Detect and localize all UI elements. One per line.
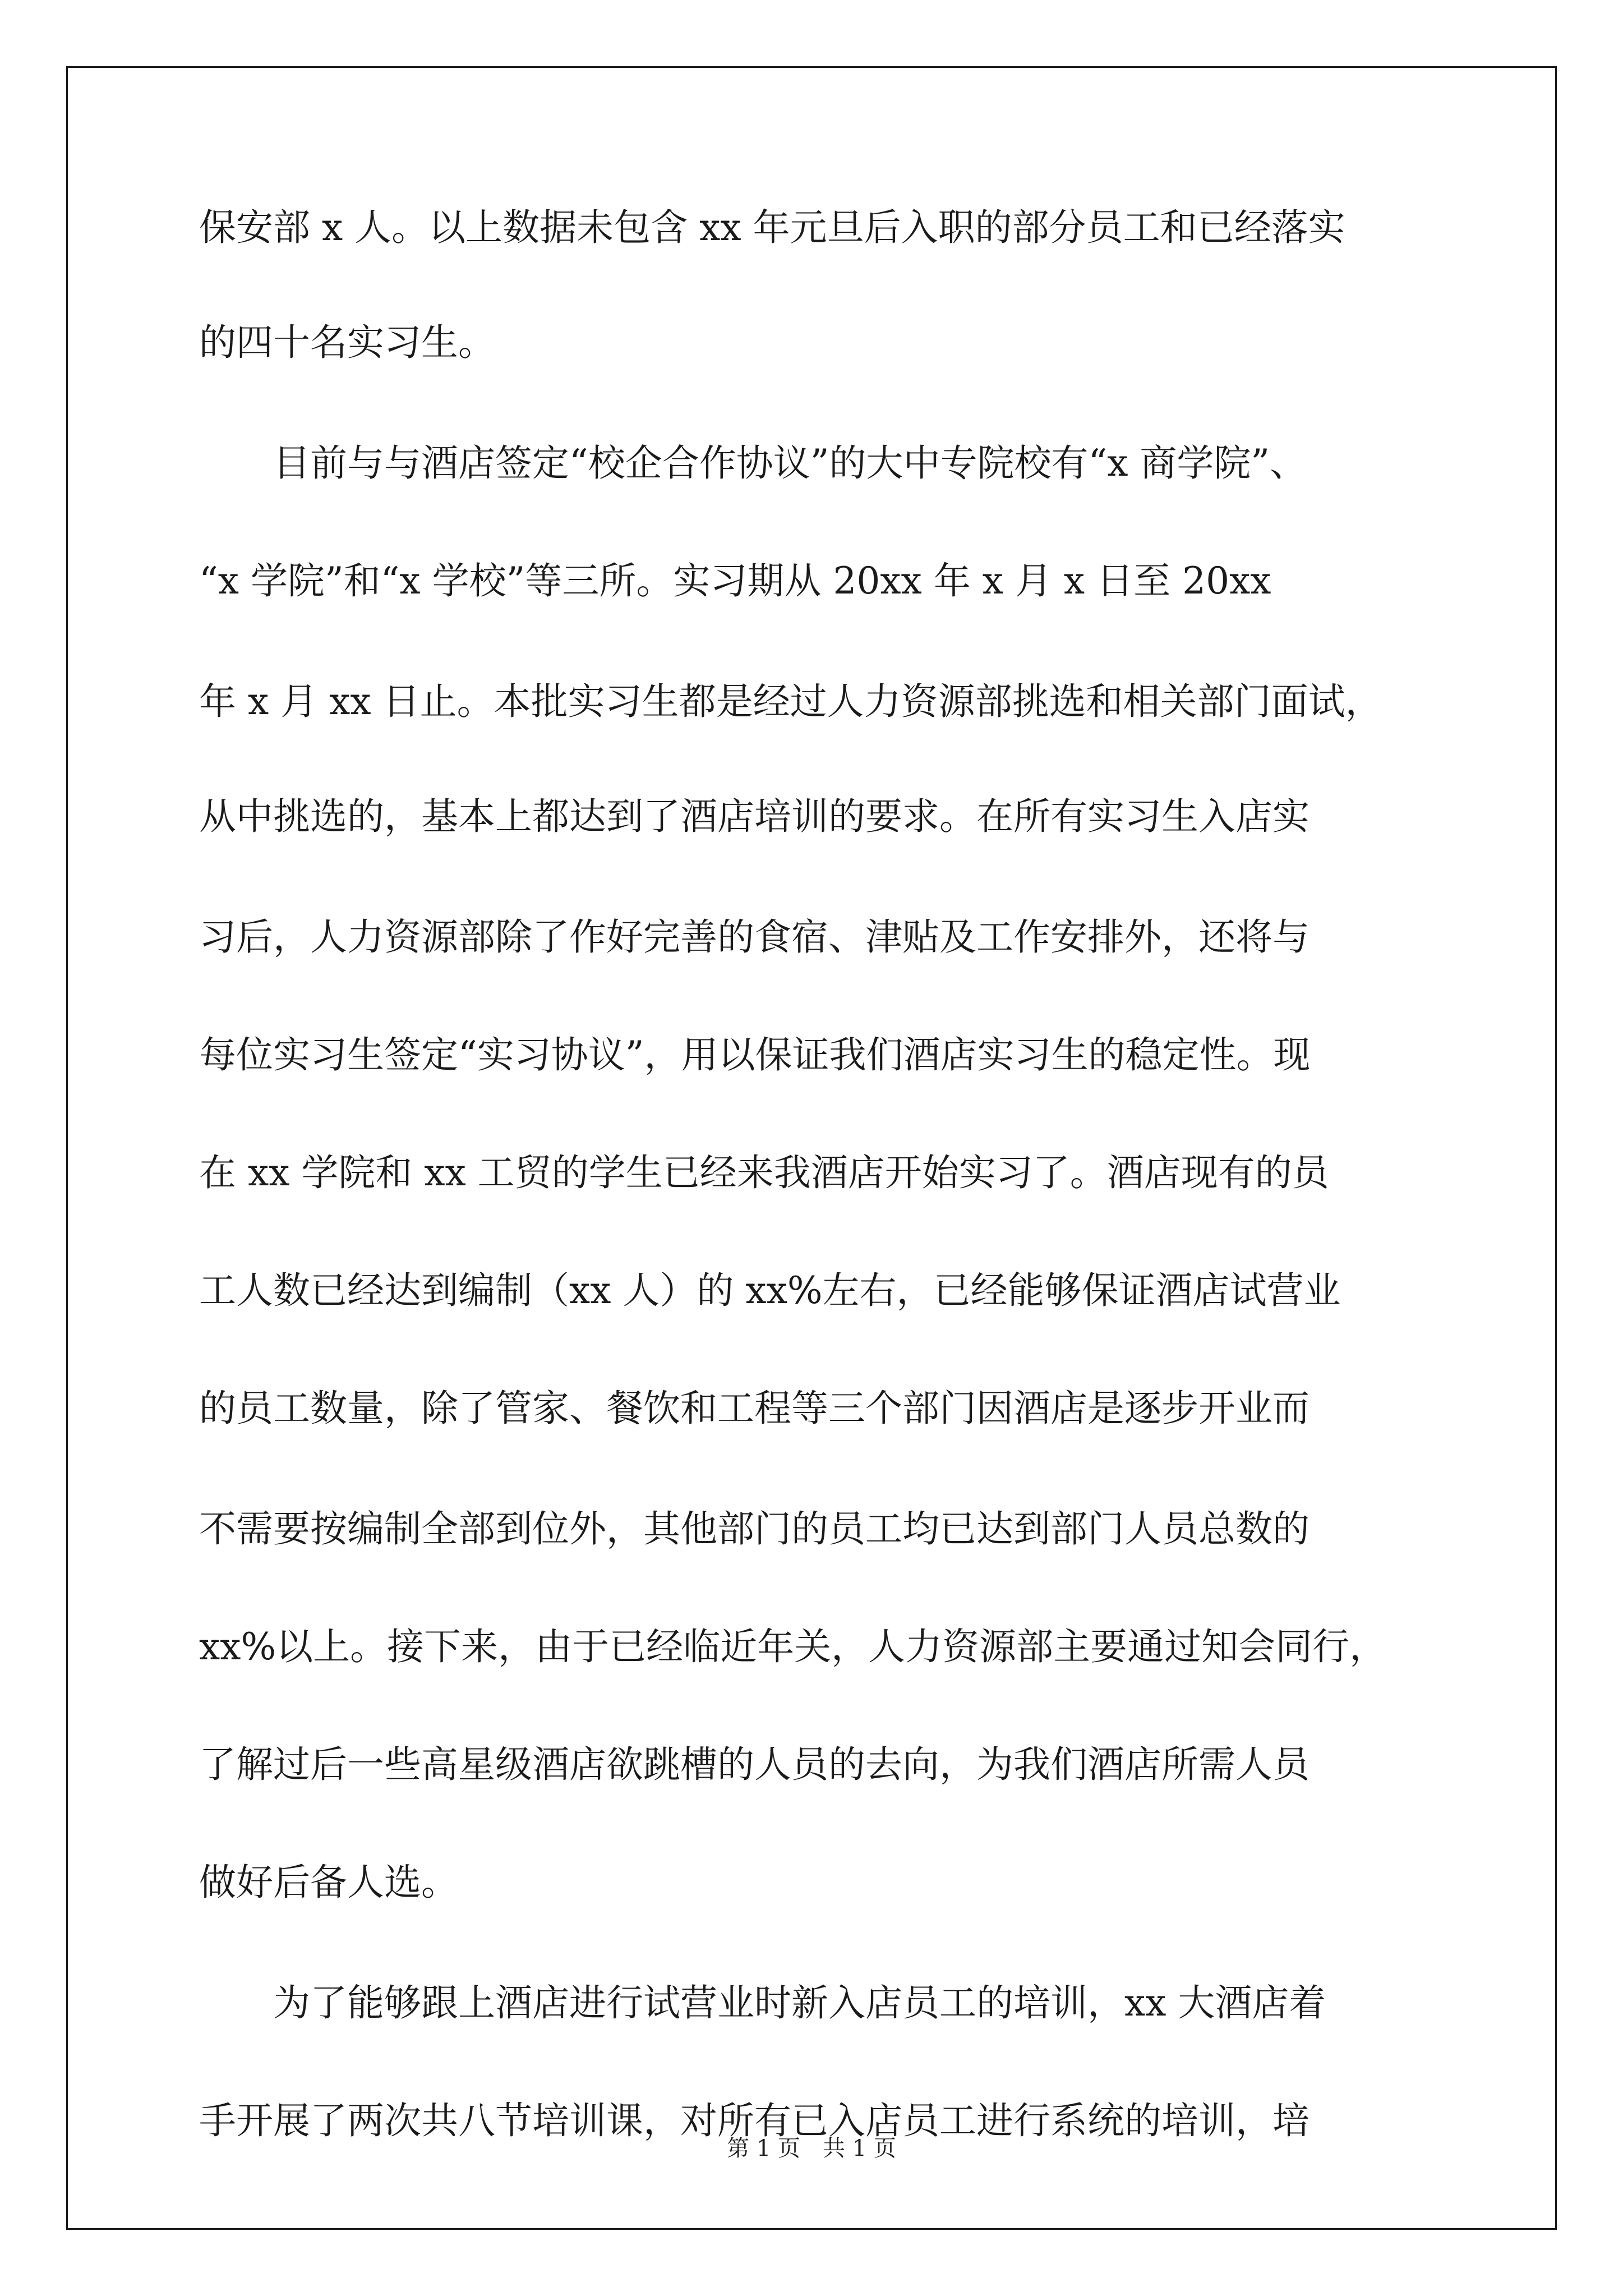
text-line-12: 不需要按编制全部到位外，其他部门的员工均已达到部门人员总数的 [199, 1507, 1310, 1550]
text-line-9: 在 xx 学院和 xx 工贸的学生已经来我酒店开始实习了。酒店现有的员 [199, 1151, 1329, 1194]
text-line-7: 习后，人力资源部除了作好完善的食宿、津贴及工作安排外，还将与 [199, 915, 1310, 959]
page-footer [0, 2134, 1623, 2162]
text-line-16: 为了能够跟上酒店进行试营业时新入店员工的培训，xx 大酒店着 [199, 1981, 1326, 2024]
text-line-17: 手开展了两次共八节培训课，对所有已入店员工进行系统的培训，培 [199, 2099, 1310, 2142]
text-line-13: xx%以上。接下来，由于已经临近年关，人力资源部主要通过知会同行， [199, 1625, 1387, 1668]
text-line-10: 工人数已经达到编制（xx 人）的 xx%左右，已经能够保证酒店试营业 [199, 1269, 1341, 1312]
text-line-5: 年 x 月 xx 日止。本批实习生都是经过人力资源部挑选和相关部门面试， [199, 680, 1382, 723]
text-line-1: 保安部 x 人。以上数据未包含 xx 年元旦后入职的部分员工和已经落实 [199, 206, 1345, 249]
page-number: 第 1 页 [727, 2136, 800, 2161]
text-line-2: 的四十名实习生。 [199, 321, 495, 364]
text-line-4: “x 学院”和“x 学校”等三所。实习期从 20xx 年 x 月 x 日至 20xx [199, 559, 1271, 602]
text-line-14: 了解过后一些高星级酒店欲跳槽的人员的去向，为我们酒店所需人员 [199, 1743, 1310, 1786]
page-border [66, 66, 1557, 2230]
page-total: 共 1 页 [823, 2136, 896, 2161]
text-line-15: 做好后备人选。 [199, 1861, 458, 1904]
text-line-6: 从中挑选的，基本上都达到了酒店培训的要求。在所有实习生入店实 [199, 795, 1310, 838]
text-line-11: 的员工数量，除了管家、餐饮和工程等三个部门因酒店是逐步开业而 [199, 1387, 1310, 1430]
text-line-8: 每位实习生签定“实习协议”，用以保证我们酒店实习生的稳定性。现 [199, 1033, 1311, 1076]
text-line-3: 目前与与酒店签定“校企合作协议”的大中专院校有“x 商学院”、 [199, 441, 1307, 485]
